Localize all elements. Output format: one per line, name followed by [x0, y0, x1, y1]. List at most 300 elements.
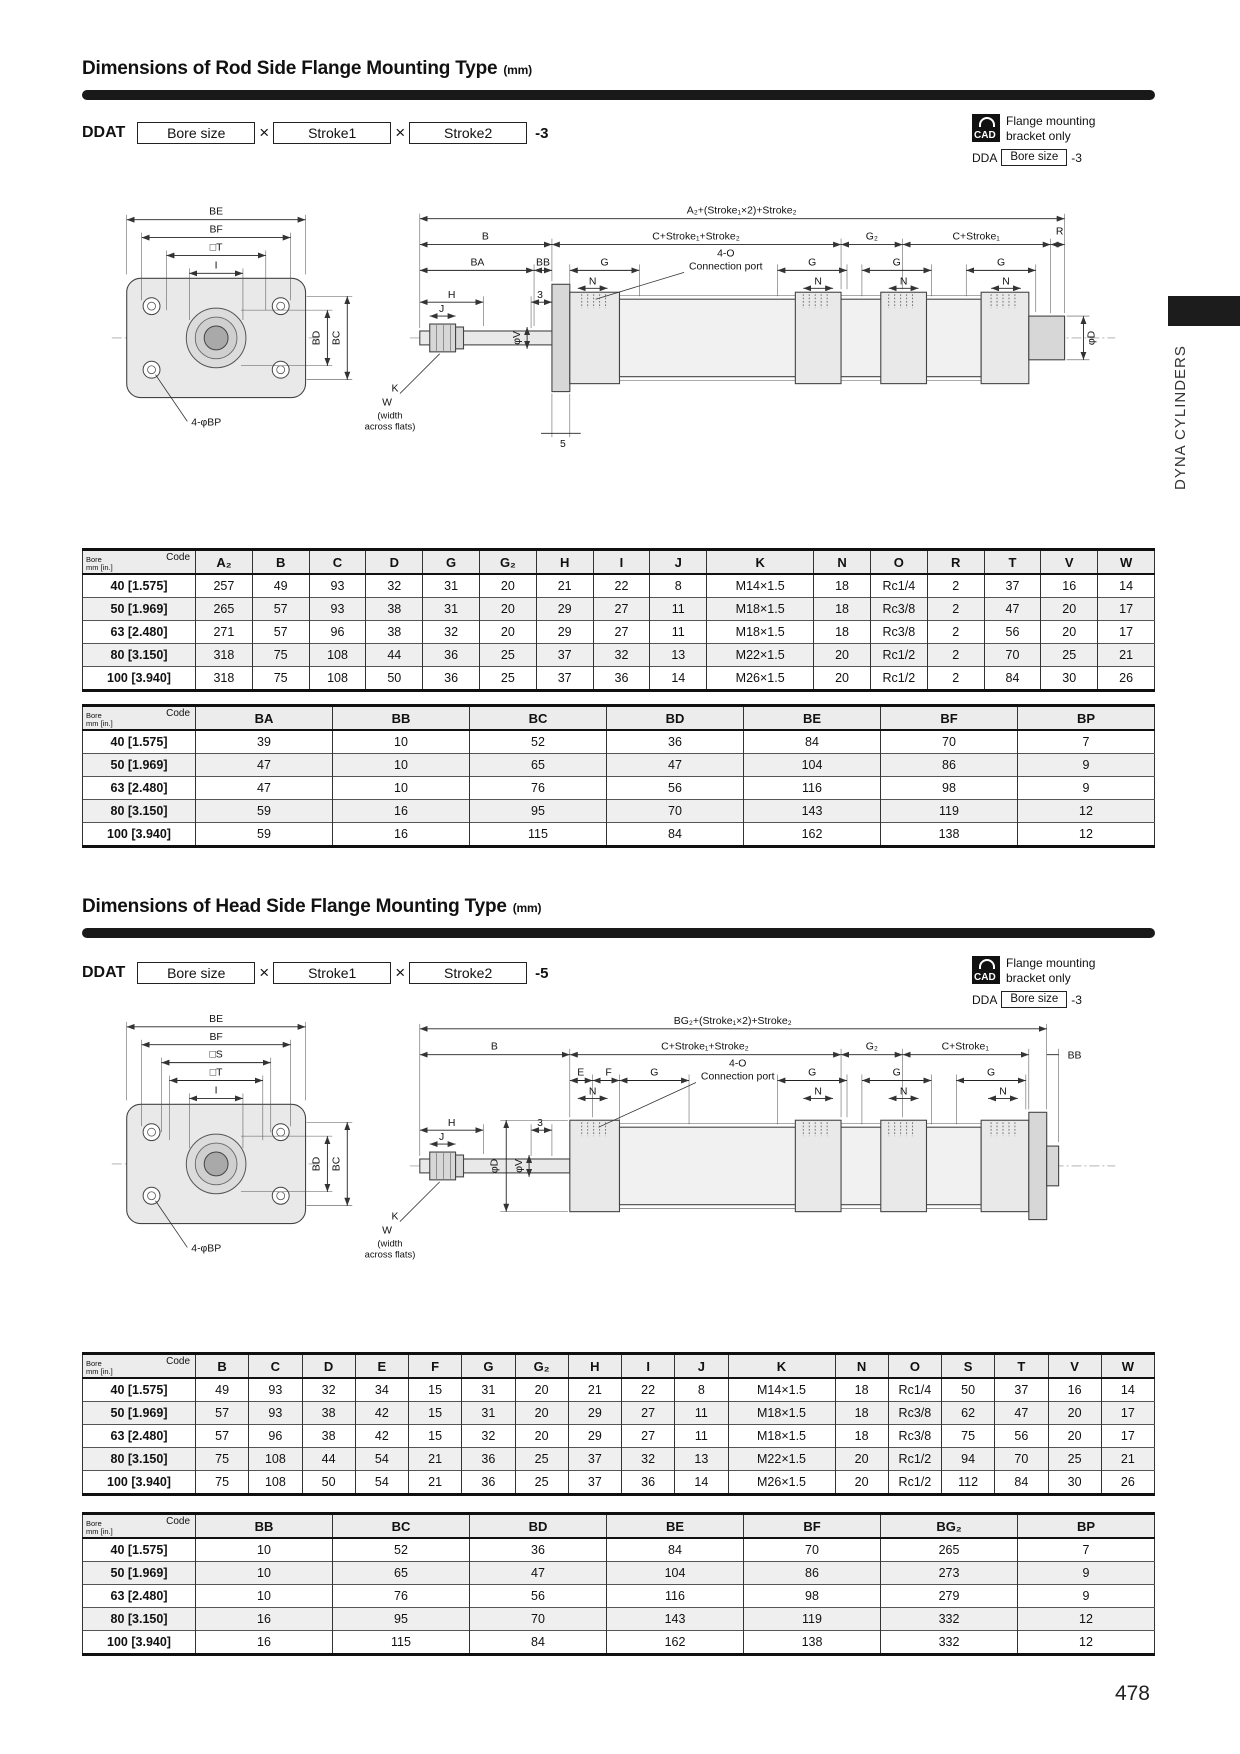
dim-value-cell: 21: [409, 1471, 462, 1495]
stroke2-box: Stroke2: [409, 122, 527, 144]
dim-label: A₂+(Stroke₁×2)+Stroke₂: [686, 205, 797, 217]
dim-value-cell: M18×1.5: [728, 1425, 835, 1448]
dim-value-cell: 115: [333, 1631, 470, 1655]
dim-value-cell: 50: [302, 1471, 355, 1495]
dim-value-cell: 2: [927, 621, 984, 644]
dim-value-cell: 15: [409, 1402, 462, 1425]
dim-value-cell: 25: [1048, 1448, 1101, 1471]
dim-value-cell: 8: [675, 1378, 728, 1402]
cad-note-text: [1006, 114, 1095, 144]
dim-label: G: [987, 1067, 996, 1079]
dim-label: H: [447, 1118, 456, 1130]
dim-value-cell: 279: [881, 1585, 1018, 1608]
dim-label: N: [999, 1086, 1007, 1098]
model-series-label: DDAT: [82, 964, 126, 981]
dim-label: W: [382, 397, 392, 409]
dim-value-cell: 21: [1101, 1448, 1154, 1471]
section2-divider-bar: [82, 928, 1155, 938]
dim-label: φV: [512, 331, 524, 345]
column-header: N: [835, 1354, 888, 1379]
dim-value-cell: 12: [1018, 823, 1155, 847]
column-header: C: [309, 550, 366, 575]
corner-bore-unit: mm [in.]: [86, 719, 113, 729]
dim-value-cell: 20: [515, 1378, 568, 1402]
dim-label: B: [481, 231, 489, 243]
bore-size-cell: 40 [1.575]: [83, 574, 196, 598]
page-number: 478: [1114, 1682, 1150, 1705]
dim-value-cell: Rc3/8: [888, 1425, 941, 1448]
dim-label: G: [650, 1067, 659, 1079]
dim-value-cell: 36: [607, 730, 744, 754]
table-row: [83, 1631, 1155, 1655]
column-header: BP: [1018, 1514, 1155, 1539]
dim-value-cell: 14: [650, 667, 707, 691]
dim-value-cell: 36: [423, 667, 480, 691]
dim-value-cell: 29: [536, 621, 593, 644]
column-header: BF: [881, 706, 1018, 731]
table-row: [83, 598, 1155, 621]
dim-label: I: [214, 1085, 218, 1097]
column-header: J: [650, 550, 707, 575]
dim-value-cell: 76: [470, 777, 607, 800]
dim-value-cell: 112: [942, 1471, 995, 1495]
column-header: T: [995, 1354, 1048, 1379]
dim-value-cell: 54: [355, 1448, 408, 1471]
section1-divider-bar: [82, 90, 1155, 100]
dim-value-cell: M22×1.5: [707, 644, 814, 667]
column-header: BD: [470, 1514, 607, 1539]
dim-value-cell: 16: [1048, 1378, 1101, 1402]
dim-value-cell: 59: [196, 800, 333, 823]
dim-value-cell: 108: [309, 644, 366, 667]
bore-size-cell: 100 [3.940]: [83, 1631, 196, 1655]
table-row: [83, 800, 1155, 823]
dim-value-cell: 7: [1018, 730, 1155, 754]
dim-value-cell: 75: [252, 667, 309, 691]
bore-size-cell: 100 [3.940]: [83, 1471, 196, 1495]
dim-value-cell: 57: [252, 598, 309, 621]
dim-value-cell: 25: [1041, 644, 1098, 667]
dim-value-cell: 49: [252, 574, 309, 598]
multiply-symbol: ×: [395, 963, 406, 982]
dim-value-cell: Rc1/2: [888, 1471, 941, 1495]
column-header: F: [409, 1354, 462, 1379]
dim-value-cell: 96: [249, 1425, 302, 1448]
table-row: [83, 574, 1155, 598]
column-header: G: [462, 1354, 515, 1379]
cad-note-text: [1006, 956, 1095, 986]
column-header: E: [355, 1354, 408, 1379]
bore-size-cell: 63 [2.480]: [83, 621, 196, 644]
dim-label: C+Stroke₁+Stroke₂: [661, 1041, 749, 1053]
header-row: [83, 706, 1155, 731]
dim-value-cell: 20: [835, 1448, 888, 1471]
corner-bore-unit: mm [in.]: [86, 563, 113, 573]
column-header: G₂: [515, 1354, 568, 1379]
cad-sub-series: DDA: [972, 150, 998, 165]
dim-value-cell: Rc3/8: [870, 598, 927, 621]
dim-value-cell: 11: [675, 1425, 728, 1448]
multiply-symbol: ×: [259, 123, 270, 142]
dim-value-cell: 70: [470, 1608, 607, 1631]
dim-value-cell: 75: [196, 1448, 249, 1471]
dim-label: K: [391, 1211, 399, 1223]
dim-value-cell: 98: [881, 777, 1018, 800]
dim-value-cell: 20: [479, 621, 536, 644]
dim-label: H: [447, 290, 456, 302]
section2-cad-note: [972, 956, 1157, 1008]
table-row: [83, 1562, 1155, 1585]
column-header: BG₂: [881, 1514, 1018, 1539]
dim-value-cell: 36: [470, 1538, 607, 1562]
dim-value-cell: 332: [881, 1608, 1018, 1631]
table-row: [83, 754, 1155, 777]
dim-value-cell: 138: [881, 823, 1018, 847]
section-index-tab: [1168, 296, 1240, 326]
dim-value-cell: 20: [515, 1425, 568, 1448]
dim-value-cell: 93: [249, 1402, 302, 1425]
dim-label: N: [814, 1086, 822, 1098]
dim-value-cell: 84: [744, 730, 881, 754]
dim-label: BE: [209, 1013, 224, 1025]
dim-label: F: [605, 1067, 612, 1079]
section2-title-text: Dimensions of Head Side Flange Mounting Type: [82, 896, 507, 917]
cad-sub-bore-box: Bore size: [1001, 991, 1067, 1008]
dim-label: 4-φBP: [191, 417, 222, 429]
dim-label: across flats): [364, 1248, 416, 1260]
dim-value-cell: 15: [409, 1425, 462, 1448]
bore-size-cell: 40 [1.575]: [83, 730, 196, 754]
dim-value-cell: 21: [1098, 644, 1155, 667]
dim-value-cell: 265: [881, 1538, 1018, 1562]
corner-bore-word: Bore: [86, 555, 102, 565]
dim-label: BA: [470, 257, 485, 269]
table-row: [83, 1538, 1155, 1562]
dim-value-cell: 37: [536, 667, 593, 691]
dim-value-cell: 26: [1098, 667, 1155, 691]
section2-title: [82, 896, 541, 918]
dim-value-cell: 36: [423, 644, 480, 667]
dim-value-cell: 8: [650, 574, 707, 598]
column-header: BB: [333, 706, 470, 731]
cad-note-line2: bracket only: [1006, 971, 1071, 985]
column-header: D: [366, 550, 423, 575]
dim-value-cell: 143: [607, 1608, 744, 1631]
dim-value-cell: 37: [984, 574, 1041, 598]
dim-value-cell: 39: [196, 730, 333, 754]
dim-value-cell: 93: [249, 1378, 302, 1402]
dim-value-cell: 18: [814, 598, 871, 621]
sidebar-vertical-label: DYNA CYLINDERS: [1172, 345, 1189, 490]
dim-value-cell: 119: [744, 1608, 881, 1631]
dim-value-cell: 138: [744, 1631, 881, 1655]
bore-size-cell: 100 [3.940]: [83, 667, 196, 691]
corner-code-label: Code: [166, 708, 190, 719]
dim-label: 4-O: [729, 1058, 747, 1070]
dim-value-cell: 273: [881, 1562, 1018, 1585]
dim-value-cell: 22: [622, 1378, 675, 1402]
dim-value-cell: 116: [744, 777, 881, 800]
dim-label: G: [996, 257, 1006, 269]
dim-value-cell: 119: [881, 800, 1018, 823]
dim-value-cell: 9: [1018, 1585, 1155, 1608]
dim-label: BF: [209, 224, 223, 236]
dim-value-cell: Rc3/8: [888, 1402, 941, 1425]
dim-value-cell: 9: [1018, 1562, 1155, 1585]
stroke1-box: Stroke1: [273, 962, 391, 984]
corner-bore-word: Bore: [86, 1359, 102, 1369]
bore-size-cell: 80 [3.150]: [83, 1448, 196, 1471]
dim-label: B: [490, 1041, 498, 1053]
dim-value-cell: 21: [409, 1448, 462, 1471]
column-header: BA: [196, 706, 333, 731]
dim-label: G: [808, 257, 817, 269]
dim-value-cell: 52: [333, 1538, 470, 1562]
dim-value-cell: 20: [1048, 1402, 1101, 1425]
dim-value-cell: 57: [252, 621, 309, 644]
dim-value-cell: 20: [479, 598, 536, 621]
dim-label: N: [588, 276, 597, 288]
corner-bore-unit: mm [in.]: [86, 1527, 113, 1537]
dim-value-cell: 108: [249, 1448, 302, 1471]
dim-label: across flats): [364, 420, 416, 432]
dim-label: N: [899, 1086, 908, 1098]
dim-value-cell: M18×1.5: [707, 598, 814, 621]
dim-value-cell: 84: [995, 1471, 1048, 1495]
table-row: [83, 730, 1155, 754]
dim-value-cell: Rc1/2: [870, 644, 927, 667]
dim-value-cell: 44: [366, 644, 423, 667]
dim-value-cell: 50: [942, 1378, 995, 1402]
dim-value-cell: 70: [984, 644, 1041, 667]
column-header: S: [942, 1354, 995, 1379]
dim-value-cell: 26: [1101, 1471, 1154, 1495]
column-header: B: [196, 1354, 249, 1379]
dim-value-cell: 2: [927, 574, 984, 598]
section1-title: [82, 58, 532, 80]
rod-side-dimension-table: [82, 548, 1155, 692]
dim-value-cell: 10: [196, 1585, 333, 1608]
dim-value-cell: M18×1.5: [728, 1402, 835, 1425]
dim-value-cell: 20: [835, 1471, 888, 1495]
table-row: [83, 621, 1155, 644]
dim-label: N: [899, 276, 908, 288]
column-header: H: [568, 1354, 621, 1379]
dim-value-cell: 16: [333, 800, 470, 823]
dim-value-cell: M14×1.5: [707, 574, 814, 598]
dim-value-cell: 27: [622, 1425, 675, 1448]
rod-side-bracket-table: [82, 704, 1155, 848]
dim-value-cell: 25: [515, 1471, 568, 1495]
dim-value-cell: 31: [423, 574, 480, 598]
dim-value-cell: 104: [744, 754, 881, 777]
dim-label: □S: [209, 1049, 223, 1061]
column-header: D: [302, 1354, 355, 1379]
dim-value-cell: 7: [1018, 1538, 1155, 1562]
cad-icon: [972, 956, 1000, 984]
dim-value-cell: 30: [1048, 1471, 1101, 1495]
dim-value-cell: 65: [470, 754, 607, 777]
dim-value-cell: 36: [462, 1471, 515, 1495]
cylinder-side-view: [365, 1016, 1116, 1259]
corner-bore-label: [86, 1520, 113, 1536]
dim-label: BB: [536, 257, 550, 269]
dim-value-cell: 10: [333, 730, 470, 754]
dim-value-cell: 47: [196, 754, 333, 777]
corner-bore-label: [86, 1360, 113, 1376]
dim-value-cell: 14: [675, 1471, 728, 1495]
dim-value-cell: 36: [622, 1471, 675, 1495]
dim-value-cell: 56: [995, 1425, 1048, 1448]
dim-value-cell: 18: [814, 574, 871, 598]
dim-value-cell: 27: [593, 598, 650, 621]
dim-value-cell: 332: [881, 1631, 1018, 1655]
dim-value-cell: 318: [196, 644, 253, 667]
header-row: [83, 1514, 1155, 1539]
column-header: G₂: [479, 550, 536, 575]
cad-sub-model: [972, 991, 1157, 1008]
dim-value-cell: 25: [479, 667, 536, 691]
corner-bore-label: [86, 556, 113, 572]
dim-label: BE: [209, 206, 224, 218]
dim-label: G: [892, 257, 901, 269]
dim-value-cell: 14: [1098, 574, 1155, 598]
corner-bore-unit: mm [in.]: [86, 1367, 113, 1377]
column-header: BP: [1018, 706, 1155, 731]
section1-unit: (mm): [503, 63, 532, 77]
dim-value-cell: 29: [568, 1402, 621, 1425]
dim-value-cell: 318: [196, 667, 253, 691]
column-header: O: [888, 1354, 941, 1379]
dim-value-cell: 84: [607, 823, 744, 847]
corner-bore-label: [86, 712, 113, 728]
dim-label: (width: [377, 409, 403, 421]
dim-value-cell: M26×1.5: [707, 667, 814, 691]
column-header: V: [1048, 1354, 1101, 1379]
dim-label: φD: [489, 1158, 501, 1174]
dim-value-cell: 22: [593, 574, 650, 598]
multiply-symbol: ×: [395, 123, 406, 142]
dim-value-cell: Rc1/4: [870, 574, 927, 598]
dim-value-cell: 10: [333, 777, 470, 800]
table-row: [83, 667, 1155, 691]
dim-value-cell: 20: [515, 1402, 568, 1425]
column-header: V: [1041, 550, 1098, 575]
cad-note-line2: bracket only: [1006, 129, 1071, 143]
dim-value-cell: 47: [607, 754, 744, 777]
column-header: K: [728, 1354, 835, 1379]
dim-value-cell: 108: [309, 667, 366, 691]
dim-label: BF: [209, 1031, 223, 1043]
column-header: A₂: [196, 550, 253, 575]
dim-value-cell: 37: [536, 644, 593, 667]
cad-icon-label: CAD: [974, 130, 996, 141]
dim-value-cell: 16: [196, 1608, 333, 1631]
bore-code-corner-cell: [83, 706, 196, 731]
dim-value-cell: 44: [302, 1448, 355, 1471]
dim-value-cell: 84: [607, 1538, 744, 1562]
dim-value-cell: 62: [942, 1402, 995, 1425]
dim-label: G: [808, 1067, 817, 1079]
dim-value-cell: 70: [881, 730, 1018, 754]
dim-value-cell: 31: [462, 1402, 515, 1425]
model-suffix: -3: [535, 124, 549, 142]
dim-value-cell: 16: [1041, 574, 1098, 598]
dim-value-cell: 42: [355, 1402, 408, 1425]
column-header: C: [249, 1354, 302, 1379]
corner-bore-word: Bore: [86, 1519, 102, 1529]
column-header: BC: [470, 706, 607, 731]
bore-size-box: Bore size: [137, 962, 255, 984]
dim-value-cell: 20: [814, 667, 871, 691]
dim-value-cell: 84: [470, 1631, 607, 1655]
dim-value-cell: 12: [1018, 1608, 1155, 1631]
dim-value-cell: 36: [593, 667, 650, 691]
dim-label: 3: [537, 1118, 543, 1130]
table-row: [83, 1585, 1155, 1608]
rod-side-flange-drawing: [82, 198, 1155, 460]
dim-value-cell: 10: [196, 1562, 333, 1585]
dim-value-cell: 54: [355, 1471, 408, 1495]
dim-value-cell: 31: [423, 598, 480, 621]
dim-value-cell: 11: [650, 598, 707, 621]
bore-size-cell: 50 [1.969]: [83, 754, 196, 777]
dim-value-cell: 29: [536, 598, 593, 621]
bore-size-cell: 50 [1.969]: [83, 1562, 196, 1585]
bore-size-cell: 80 [3.150]: [83, 1608, 196, 1631]
dim-label: 4-O: [717, 248, 735, 260]
dim-label: E: [577, 1067, 585, 1079]
dim-value-cell: 12: [1018, 800, 1155, 823]
dim-value-cell: M22×1.5: [728, 1448, 835, 1471]
corner-code-label: Code: [166, 1516, 190, 1527]
dim-value-cell: 18: [835, 1425, 888, 1448]
dim-value-cell: 18: [835, 1378, 888, 1402]
dim-value-cell: 13: [675, 1448, 728, 1471]
table-row: [83, 1378, 1155, 1402]
dim-value-cell: 2: [927, 667, 984, 691]
dim-value-cell: Rc1/2: [870, 667, 927, 691]
dim-value-cell: 27: [622, 1402, 675, 1425]
dim-value-cell: 2: [927, 598, 984, 621]
bore-size-cell: 63 [2.480]: [83, 1425, 196, 1448]
dim-value-cell: 11: [675, 1402, 728, 1425]
dim-label: K: [391, 383, 399, 395]
dim-value-cell: 116: [607, 1585, 744, 1608]
section1-cad-note: [972, 114, 1157, 166]
column-header: BF: [744, 1514, 881, 1539]
column-header: I: [622, 1354, 675, 1379]
dim-value-cell: 59: [196, 823, 333, 847]
column-header: BD: [607, 706, 744, 731]
dim-value-cell: Rc1/2: [888, 1448, 941, 1471]
dim-value-cell: 25: [515, 1448, 568, 1471]
cad-sub-model: [972, 149, 1157, 166]
dim-value-cell: 76: [333, 1585, 470, 1608]
dim-label: BC: [331, 1156, 343, 1172]
dim-value-cell: 104: [607, 1562, 744, 1585]
dim-label: BB: [1067, 1050, 1082, 1062]
dim-label: φV: [514, 1159, 526, 1173]
table-row: [83, 644, 1155, 667]
cad-sub-suffix: -3: [1071, 992, 1082, 1007]
dim-label: BG₂+(Stroke₁×2)+Stroke₂: [673, 1015, 792, 1027]
column-header: B: [252, 550, 309, 575]
dim-label: G₂: [865, 231, 878, 243]
corner-code-label: Code: [166, 552, 190, 563]
bore-size-cell: 40 [1.575]: [83, 1538, 196, 1562]
dim-value-cell: 52: [470, 730, 607, 754]
